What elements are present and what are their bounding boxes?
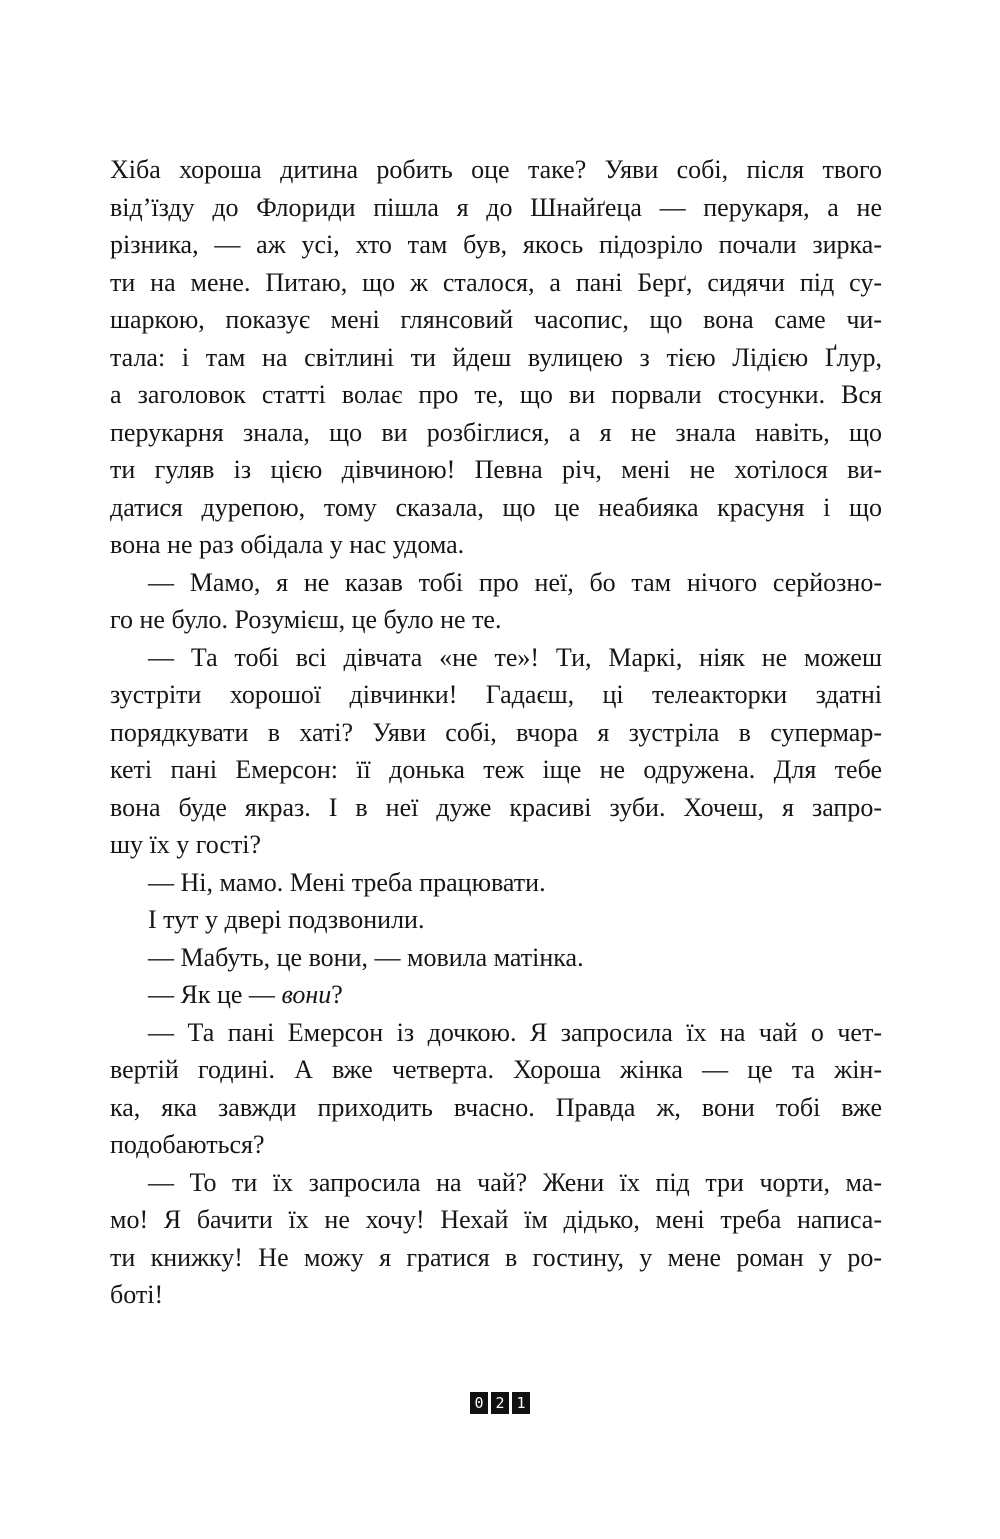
text-line: датися дурепою, тому сказала, що це неабияка красуня і що bbox=[110, 492, 882, 522]
text-line: боті! bbox=[110, 1280, 164, 1309]
text-line: вона не раз обідала у нас удома. bbox=[110, 530, 465, 559]
text-line: кеті пані Емерсон: її донька теж іще не одружена. Для тебе bbox=[110, 755, 882, 784]
text-line: ти книжку! Не можу я гратися в гостину, у мене роман у ро- bbox=[110, 1242, 882, 1272]
text-line: тала: і там на світлині ти йдеш вулицею з тією Лідією Ґлур, bbox=[110, 342, 882, 372]
text-line: вертій годині. А вже четверта. Хороша жінка — це та жін- bbox=[110, 1055, 882, 1084]
text-line: шу їх у гості? bbox=[110, 830, 262, 859]
page-number-digit: 0 bbox=[470, 1392, 488, 1414]
text-line: — Ні, мамо. Мені треба працювати. bbox=[148, 867, 546, 897]
text-line: вона буде якраз. І в неї дуже красиві зуби. Хочеш, я запро- bbox=[110, 792, 882, 822]
text-line: перукарня знала, що ви розбіглися, а я не знала навіть, що bbox=[110, 417, 882, 447]
text-line: І тут у двері подзвонили. bbox=[148, 905, 425, 934]
text-line: подобаються? bbox=[110, 1130, 265, 1159]
text-line: — Мабуть, це вони, — мовила матінка. bbox=[148, 942, 584, 972]
text-line: го не було. Розумієш, це було не те. bbox=[110, 605, 502, 634]
text-line: ти гуляв із цією дівчиною! Певна річ, мені не хотілося ви- bbox=[110, 455, 882, 484]
text-line: від’їзду до Флориди пішла я до Шнайґеца — перукаря, а не bbox=[110, 192, 882, 222]
text-line: ка, яка завжди приходить вчасно. Правда ж, вони тобі вже bbox=[110, 1092, 882, 1122]
page-number-digit: 1 bbox=[512, 1392, 530, 1414]
text-line: — Та тобі всі дівчата «не те»! Ти, Маркі, ніяк не можеш bbox=[148, 642, 882, 672]
text-line: різника, — аж усі, хто там був, якось підозріло почали зирка- bbox=[110, 230, 882, 259]
page-number-digit: 2 bbox=[491, 1392, 509, 1414]
text-line: — То ти їх запросила на чай? Жени їх під три чорти, ма- bbox=[148, 1167, 882, 1197]
text-line: мо! Я бачити їх не хочу! Нехай їм дідько, мені треба написа- bbox=[110, 1205, 882, 1234]
text-line: Хіба хороша дитина робить оце таке? Уяви собі, після твого bbox=[110, 155, 882, 184]
text-line: порядкувати в хаті? Уяви собі, вчора я зустріла в супермар- bbox=[110, 717, 882, 747]
page-number bbox=[0, 1392, 1000, 1414]
text-line: зустріти хорошої дівчинки! Гадаєш, ці телеакторки здатні bbox=[110, 680, 882, 709]
text-line: ти на мене. Питаю, що ж сталося, а пані Берґ, сидячи під су- bbox=[110, 267, 882, 297]
text-line: а заголовок статті волає про те, що ви порвали стосунки. Вся bbox=[110, 380, 882, 409]
text-line: — Та пані Емерсон із дочкою. Я запросила їх на чай о чет- bbox=[148, 1017, 882, 1047]
page-body-text bbox=[110, 151, 882, 1314]
text-line: — Мамо, я не казав тобі про неї, бо там нічого серйозно- bbox=[148, 567, 882, 597]
text-line: — Як це — вони? bbox=[148, 980, 343, 1009]
text-line: шаркою, показує мені глянсовий часопис, що вона саме чи- bbox=[110, 305, 882, 334]
